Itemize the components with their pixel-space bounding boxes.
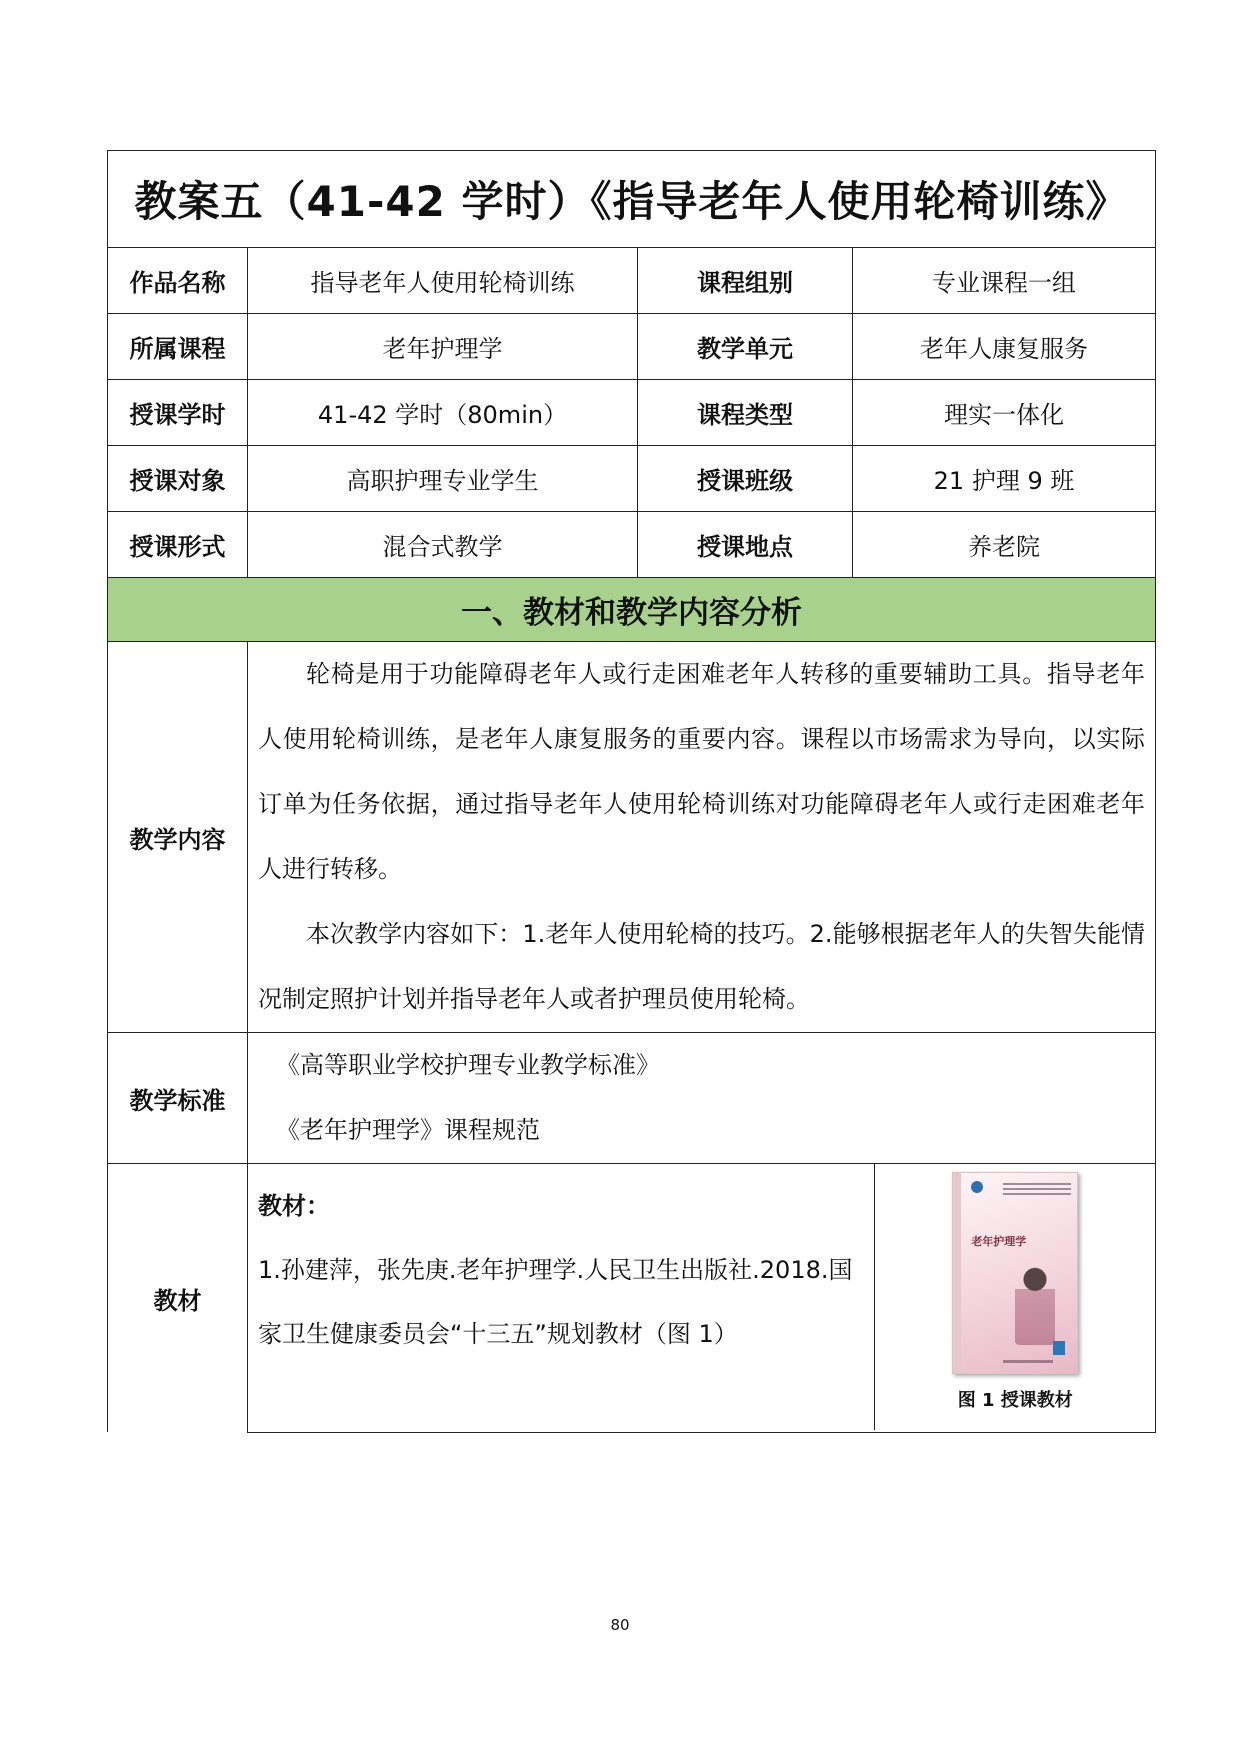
materials-reference: 1.孙建萍，张先庚.老年护理学.人民卫生出版社.2018.国家卫生健康委员会“十三五”规划教材（图 1） <box>258 1256 853 1348</box>
info-value: 21 护理 9 班 <box>853 446 1156 512</box>
info-value: 指导老年人使用轮椅训练 <box>248 248 638 314</box>
figure-caption: 图 1 授课教材 <box>957 1390 1073 1411</box>
info-label: 课程类型 <box>638 380 853 446</box>
content-cell <box>248 642 1156 1033</box>
lesson-plan-table <box>107 150 1156 1433</box>
materials-cell <box>248 1164 1156 1433</box>
textbook-cover-image <box>952 1172 1078 1374</box>
standard-item: 《高等职业学校护理专业教学标准》 <box>276 1051 660 1079</box>
info-label: 课程组别 <box>638 248 853 314</box>
info-label: 作品名称 <box>108 248 248 314</box>
book-spine <box>953 1173 961 1373</box>
info-label: 授课学时 <box>108 380 248 446</box>
publisher-logo-icon <box>971 1181 983 1193</box>
content-paragraph: 本次教学内容如下：1.老年人使用轮椅的技巧。2.能够根据老年人的失智失能情况制定照护计划并指导老年人或者护理员使用轮椅。 <box>258 920 1146 1013</box>
info-value: 老年护理学 <box>248 314 638 380</box>
book-cover-title: 老年护理学 <box>971 1235 1027 1248</box>
materials-inner-table <box>248 1164 1156 1430</box>
info-label: 教学单元 <box>638 314 853 380</box>
info-row <box>108 446 1156 512</box>
info-label: 授课对象 <box>108 446 248 512</box>
nurse-figure-illustration <box>1015 1265 1055 1345</box>
standards-label: 教学标准 <box>108 1033 248 1164</box>
content-label: 教学内容 <box>108 642 248 1033</box>
book-series-lines <box>1003 1183 1071 1201</box>
content-paragraph: 轮椅是用于功能障碍老年人或行走困难老年人转移的重要辅助工具。指导老年人使用轮椅训练，是老年人康复服务的重要内容。课程以市场需求为导向，以实际订单为任务依据，通过指导老年人使用轮椅训练对功能障碍老年人或行走困难老年人进行转移。 <box>258 660 1146 883</box>
book-badge-icon <box>1053 1341 1065 1355</box>
lesson-title: 教案五（41-42 学时）《指导老年人使用轮椅训练》 <box>108 151 1156 248</box>
info-value: 41-42 学时（80min） <box>248 380 638 446</box>
info-value: 养老院 <box>853 512 1156 578</box>
standards-cell <box>248 1033 1156 1164</box>
info-value: 混合式教学 <box>248 512 638 578</box>
info-value: 理实一体化 <box>853 380 1156 446</box>
standard-item: 《老年护理学》课程规范 <box>276 1116 540 1144</box>
info-label: 授课班级 <box>638 446 853 512</box>
materials-heading: 教材： <box>258 1192 330 1220</box>
info-row <box>108 380 1156 446</box>
info-row <box>108 314 1156 380</box>
info-label: 所属课程 <box>108 314 248 380</box>
materials-text-cell <box>248 1164 874 1430</box>
info-row <box>108 512 1156 578</box>
info-label: 授课地点 <box>638 512 853 578</box>
materials-label: 教材 <box>108 1164 248 1433</box>
page-number: 80 <box>610 1616 630 1634</box>
book-publisher-line <box>1003 1360 1053 1363</box>
info-row <box>108 248 1156 314</box>
info-value: 专业课程一组 <box>853 248 1156 314</box>
materials-image-cell <box>874 1164 1156 1430</box>
info-value: 高职护理专业学生 <box>248 446 638 512</box>
info-value: 老年人康复服务 <box>853 314 1156 380</box>
info-label: 授课形式 <box>108 512 248 578</box>
section-heading: 一、教材和教学内容分析 <box>108 578 1156 642</box>
